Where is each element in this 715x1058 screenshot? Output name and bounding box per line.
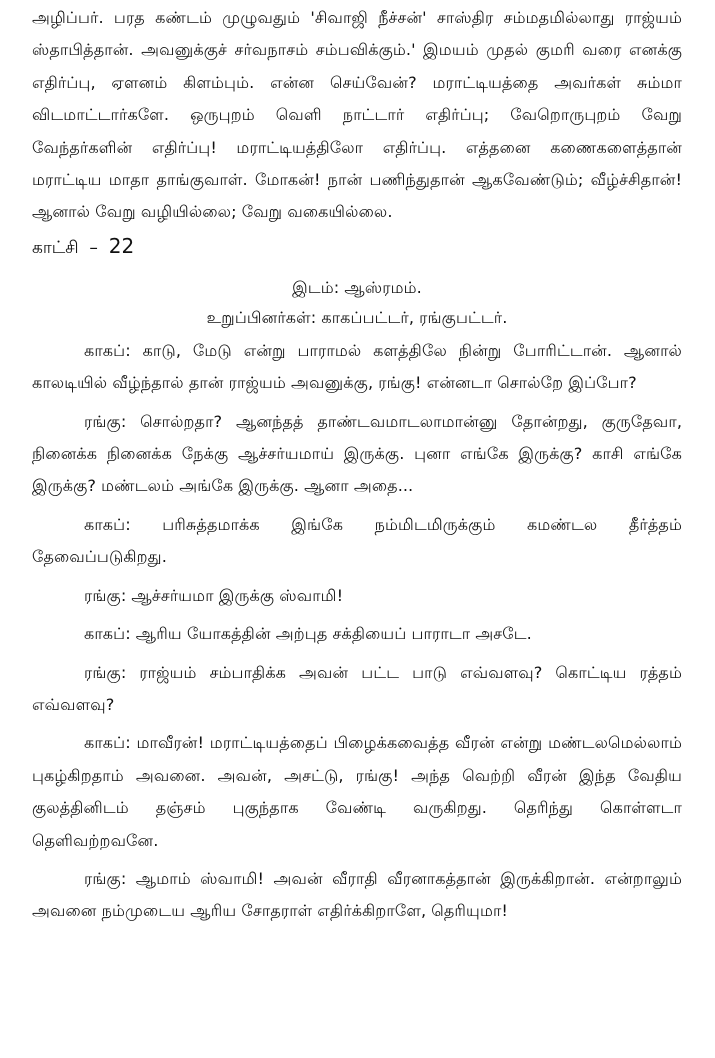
dialogue-line: காகப்: மாவீரன்! மராட்டியத்தைப் பிழைக்கவைத்த வீரன் என்று மண்டலமெல்லாம் புகழ்கிறதாம் அவனை. அவன், அசட்டு, ரங்கு! அந்த வெற்றி வீரன் இந்த வேதிய குலத்தினிடம் தஞ்சம் புகுந்தாக வேண்டி வருகிறது. தெரிந்து கொள்ளடா தெளிவற்றவனே. — [32, 733, 682, 850]
dialogue-line: காகப்: ஆரிய யோகத்தின் அற்புத சக்தியைப் பாராடா அசடே. — [84, 624, 532, 644]
scene-label: காட்சி — [32, 237, 79, 258]
scene-heading — [32, 229, 682, 265]
opening-paragraph: அழிப்பர். பரத கண்டம் முழுவதும் 'சிவாஜி நீச்சன்' சாஸ்திர சம்மதமில்லாது ராஜ்யம் ஸ்தாபித்தான். அவனுக்குச் சர்வநாசம் சம்பவிக்கும்.' இமயம் முதல் குமரி வரை எனக்கு எதிர்ப்பு, ஏளனம் கிளம்பும். என்ன செய்வேன்? மராட்டியத்தை அவர்கள் சும்மா விடமாட்டார்களே. ஒருபுறம் வெளி நாட்டார் எதிர்ப்பு; வேறொருபுறம் வேறு வேந்தர்களின் எதிர்ப்பு! மராட்டியத்திலோ எதிர்ப்பு. எத்தனை கணைகளைத்தான் மராட்டிய மாதா தாங்குவாள். மோகன்! நான் பணிந்துதான் ஆகவேண்டும்; வீழ்ச்சிதான்! ஆனால் வேறு வழியில்லை; வேறு வகையில்லை. — [32, 8, 682, 222]
dialogue-line: ரங்கு: ராஜ்யம் சம்பாதிக்க அவன் பட்ட பாடு எவ்வளவு? கொட்டிய ரத்தம் எவ்வளவு? — [32, 662, 682, 714]
dialogue-line: ரங்கு: ஆச்சர்யமா இருக்கு ஸ்வாமி! — [84, 585, 344, 605]
scene-number: 22 — [108, 233, 135, 258]
dialogue-line: காகப்: காடு, மேடு என்று பாராமல் களத்திலே நின்று போரிட்டான். ஆனால் காலடியில் வீழ்ந்தால் தான் ராஜ்யம் அவனுக்கு, ரங்கு! என்னடா சொல்றே இப்போ? — [32, 340, 682, 393]
scene-dash: – — [89, 237, 98, 258]
scene-location: இடம்: ஆஸ்ரமம். — [292, 277, 422, 297]
dialogue-line: ரங்கு: ஆமாம் ஸ்வாமி! அவன் வீராதி வீரனாகத்தான் இருக்கிறான். என்றாலும் அவனை நம்முடைய ஆரிய சோதராள் எதிர்க்கிறாளே, தெரியுமா! — [32, 868, 682, 921]
scene-members: உறுப்பினர்கள்: காகப்பட்டர், ரங்குபட்டர். — [206, 307, 508, 327]
dialogue-line: ரங்கு: சொல்றதா? ஆனந்தத் தாண்டவமாடலாமான்னு தோன்றது, குருதேவா, நினைக்க நினைக்க நேக்கு ஆச்சர்யமாய் இருக்கு. புனா எங்கே இருக்கு? காசி எங்கே இருக்கு? மண்டலம் அங்கே இருக்கு. ஆனா அதை... — [32, 411, 682, 496]
document-page — [32, 0, 682, 934]
dialogue-line: காகப்: பரிசுத்தமாக்க இங்கே நம்மிடமிருக்கும் கமண்டல தீர்த்தம் தேவைப்படுகிறது. — [32, 514, 682, 567]
